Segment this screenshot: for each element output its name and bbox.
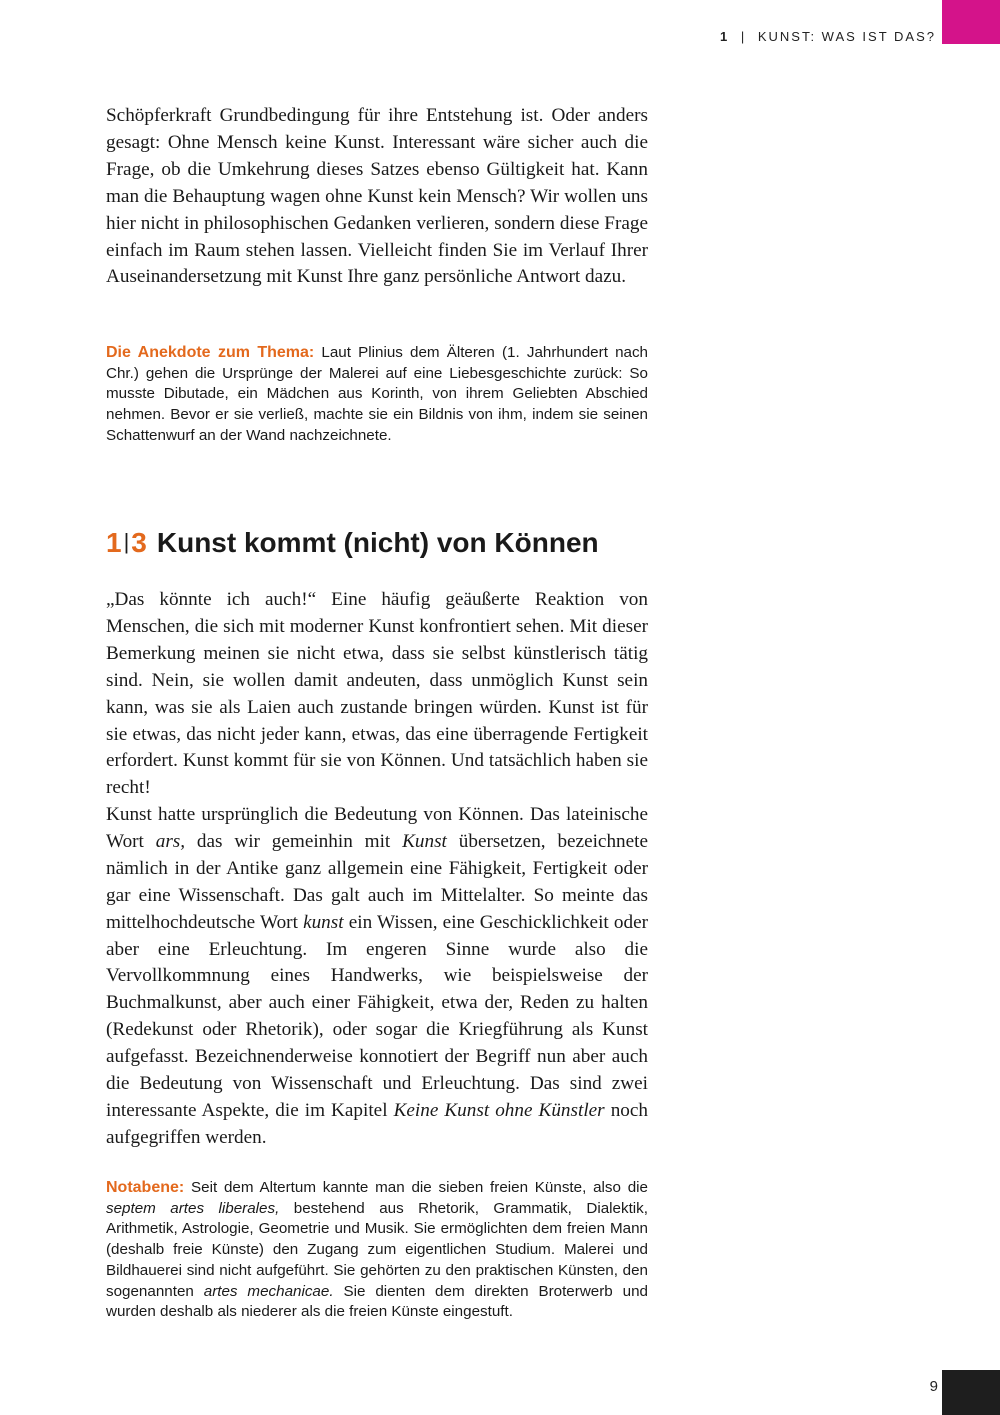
section-number: 3 [131,527,147,558]
notabene-term-artes-liberales: septem artes liberales, [106,1199,280,1217]
etymology-term-kunst-mhd: kunst [303,911,344,933]
body-paragraph-reaction: „Das könnte ich auch!“ Eine häufig geäußerte Reaktion von Menschen, die sich mit moderner Kunst konfrontiert sehen. Mit dieser Bemerkung meinen sie nicht etwa, dass sie selbst künstlerisch tätig sind. Nein, sie wollen damit andeuten, dass unmöglich Kunst sein kann, was sie als Laien auch zustande bringen würden. Kunst ist für sie etwas, das nicht jeder kann, etwas, das eine überragende Fertigkeit erfordert. Kunst kommt für sie von Können. Und tatsächlich haben sie recht! [106,589,648,799]
section-number-separator: | [123,529,130,554]
running-header [720,29,936,44]
page-number: 9 [929,1378,938,1395]
anecdote-note-text: Laut Plinius dem Älteren (1. Jahrhundert nach Chr.) gehen die Ursprünge der Malerei auf eine Liebesgeschichte zurück: So musste Dibutade, ein Mädchen aus Korinth, von ihrem Geliebten Abschied nehmen. Bevor er sie verließ, machte sie ein Bildnis von ihm, indem sie seinen Schattenwurf an der Wand nachzeichnete. [106,344,648,444]
etymology-term-ars: ars, [155,830,186,852]
footer-color-tab [942,1370,1000,1415]
etymology-text-5: noch aufgegriffen werden. [106,1099,648,1148]
header-chapter-title: KUNST: WAS IST DAS? [757,29,936,44]
section-chapter-number: 1 [106,527,122,558]
notabene-text-1: Seit dem Altertum kannte man die sieben freien Künste, also die [191,1179,648,1196]
anecdote-note-label: Die Anekdote zum Thema: [106,344,315,361]
etymology-chapter-reference: Keine Kunst ohne Künstler [393,1099,605,1121]
notabene-note-label: Notabene: [106,1179,185,1196]
notabene-note [106,1178,648,1323]
section-title: Kunst kommt (nicht) von Können [156,527,599,558]
etymology-text-4: ein Wissen, eine Geschicklichkeit oder aber eine Erleuchtung. Im engeren Sinne wurde also die Vervollkommnung eines Handwerks, wie beispielsweise der Buchmalkunst, aber auch einer Fähigkeit, etwa der, Reden zu halten (Redekunst oder Rhetorik), oder sogar die Kriegführung als Kunst aufgefasst. Bezeichnenderweise konnotiert der Begriff nun aber auch die Bedeutung von Wissenschaft und Erleuchtung. Das sind zwei interessante Aspekte, die im Kapitel [106,911,648,1121]
notabene-text-2: bestehend aus Rhetorik, Grammatik, Dialektik, Arithmetik, Astrologie, Geometrie und Musik. Sie ermöglichten dem freien Mann (deshalb freie Künste) den Zugang zum eigentlichen Studium. Malerei und Bildhauerei sind nicht aufgeführt. Sie gehörten zu den praktischen Künsten, den sogenannten [106,1199,648,1300]
etymology-text-2: das wir gemeinhin mit [185,830,403,852]
header-chapter-number: 1 [719,29,730,44]
header-separator: | [740,29,747,44]
etymology-text-1: Kunst hatte ursprünglich die Bedeutung von Können. Das lateinische Wort [106,804,648,852]
notabene-term-artes-mechanicae: artes mechanicae. [203,1282,334,1300]
notabene-text-3: Sie dienten dem direkten Broterwerb und wurden deshalb als niederer als die freien Künste eingestuft. [106,1282,648,1321]
body-paragraph-intro: Schöpferkraft Grundbedingung für ihre Entstehung ist. Oder anders gesagt: Ohne Mensch keine Kunst. Interessant wäre sicher auch die Frage, ob die Umkehrung dieses Satzes ebenso Gültigkeit hat. Kann man die Behauptung wagen ohne Kunst kein Mensch? Wir wollen uns hier nicht in philosophischen Gedanken verlieren, sondern diese Frage einfach im Raum stehen lassen. Vielleicht finden Sie im Verlauf Ihrer Auseinandersetzung mit Kunst Ihre ganz persönliche Antwort dazu. [106,105,648,288]
chapter-color-tab [942,0,1000,44]
anecdote-note [106,343,648,447]
etymology-term-kunst: Kunst [402,830,447,852]
section-heading [106,523,599,565]
body-paragraph-etymology [106,802,648,1152]
etymology-text-3: übersetzen, bezeichnete nämlich in der Antike ganz allgemein eine Fähigkeit, Fertigkeit oder gar eine Wissenschaft. Das galt auch im Mittelalter. So meinte das mittelhochdeutsche Wort [106,830,648,933]
